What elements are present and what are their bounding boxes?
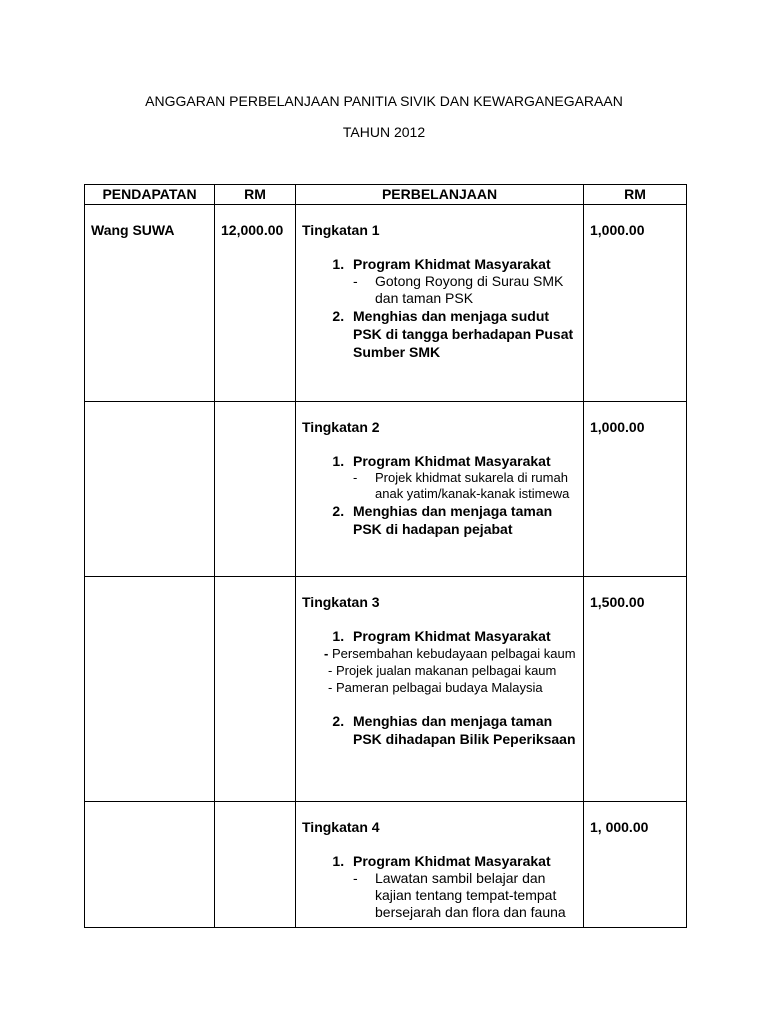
empty-cell — [85, 402, 215, 577]
item-label: Program Khidmat Masyarakat — [353, 256, 551, 272]
sub-item: - Projek khidmat sukarela di rumah anak yatim/kanak-kanak istimewa — [353, 470, 570, 501]
expense-amount: 1,000.00 — [584, 205, 687, 402]
sub-item: - Gotong Royong di Surau SMK dan taman PSK — [353, 273, 564, 306]
list-item — [348, 452, 577, 502]
document-year: TAHUN 2012 — [342, 124, 426, 140]
expense-list — [302, 255, 577, 361]
expense-detail — [296, 205, 584, 402]
list-item: 2. Menghias dan menjaga sudut PSK di tangga berhadapan Pusat Sumber SMK — [348, 307, 577, 361]
income-source: Wang SUWA — [85, 205, 215, 402]
income-amount: 12,000.00 — [215, 205, 296, 402]
expense-amount: 1,000.00 — [584, 402, 687, 577]
level-name: Tingkatan 3 — [302, 594, 380, 610]
header-expense: PERBELANJAAN — [296, 185, 584, 205]
sub-item: - Pameran pelbagai budaya Malaysia — [328, 680, 543, 695]
table-row — [85, 802, 687, 928]
level-name: Tingkatan 1 — [302, 222, 380, 238]
list-item: 2. Menghias dan menjaga taman PSK di hadapan pejabat — [348, 502, 577, 538]
empty-cell — [85, 577, 215, 802]
empty-cell — [85, 802, 215, 928]
expense-amount: 1, 000.00 — [584, 802, 687, 928]
expense-list — [302, 452, 577, 538]
list-item — [348, 255, 577, 307]
item-label: Program Khidmat Masyarakat — [353, 453, 551, 469]
table-row — [85, 205, 687, 402]
expense-detail — [296, 802, 584, 928]
expense-detail — [296, 402, 584, 577]
expense-detail — [296, 577, 584, 802]
empty-cell — [215, 402, 296, 577]
expense-list — [302, 852, 577, 921]
empty-cell — [215, 802, 296, 928]
sub-item: - Projek jualan makanan pelbagai kaum — [328, 663, 557, 678]
header-rm-expense: RM — [584, 185, 687, 205]
header-income: PENDAPATAN — [85, 185, 215, 205]
table-row — [85, 402, 687, 577]
document-title: ANGGARAN PERBELANJAAN PANITIA SIVIK DAN KEWARGANEGARAAN — [145, 93, 623, 109]
list-item — [348, 852, 577, 921]
item-label: Program Khidmat Masyarakat — [353, 628, 551, 644]
sub-list — [353, 870, 577, 921]
sub-item: - Persembahan kebudayaan pelbagai kaum — [324, 646, 576, 661]
level-name: Tingkatan 2 — [302, 419, 380, 435]
item-label: Program Khidmat Masyarakat — [353, 853, 551, 869]
list-item: 2. Menghias dan menjaga taman PSK dihadapan Bilik Peperiksaan — [348, 712, 577, 748]
empty-cell — [215, 577, 296, 802]
sub-item: - Lawatan sambil belajar dan kajian tentang tempat-tempat bersejarah dan flora dan fauna — [353, 870, 566, 920]
table-row — [85, 577, 687, 802]
budget-table — [84, 184, 687, 928]
level-name: Tingkatan 4 — [302, 819, 380, 835]
sub-list — [353, 470, 577, 502]
expense-list — [302, 712, 577, 748]
table-header-row — [85, 185, 687, 205]
header-rm-income: RM — [215, 185, 296, 205]
expense-amount: 1,500.00 — [584, 577, 687, 802]
expense-list — [302, 627, 577, 645]
sub-list — [353, 273, 577, 307]
list-item — [348, 627, 577, 645]
